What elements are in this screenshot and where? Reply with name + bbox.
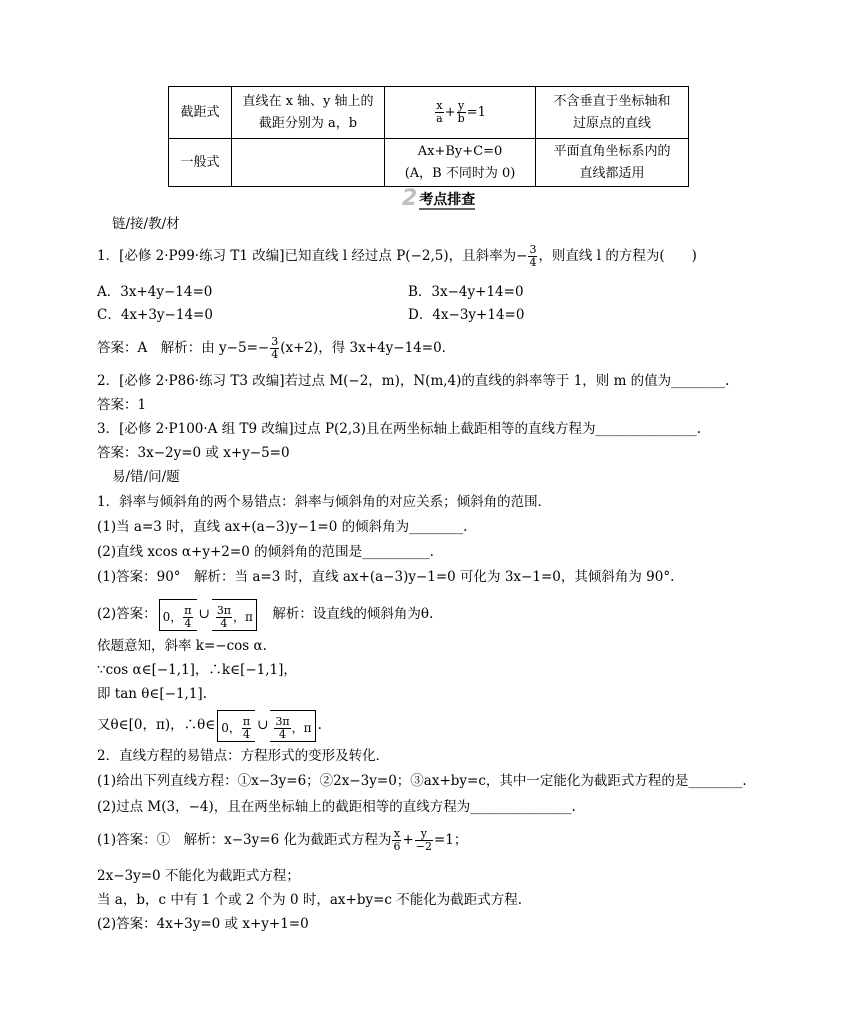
- option-d: D．4x−3y+14=0: [408, 307, 525, 323]
- equation-line: (A，B 不同时为 0): [404, 165, 516, 181]
- scope-line: 平面直角坐标系内的: [553, 143, 671, 159]
- paragraph: (2)直线 xcos α+y+2=0 的倾斜角的范围是__________.: [97, 544, 434, 560]
- condition-line: 截距分别为 a，b: [258, 115, 358, 131]
- paragraph: 又θ∈[0，π)，∴θ∈ 0， $\frac{\pi}{4}$ ∪ $\frac{3\pi}{4}$ ，π .: [97, 708, 322, 742]
- question-1: 1．[必修 2·P99·练习 T1 改编]已知直线 l 经过点 P(−2,5)，且斜率为− $\frac{3}{4}$ ，则直线 l 的方程为( ): [97, 243, 697, 269]
- form-name-cell: 一般式: [169, 139, 232, 187]
- answer-paragraph: (1)答案：① 解析：x−3y=6 化为截距式方程为 $\frac{x}{6}$ + $\frac{y}{-2}$ =1；: [97, 827, 468, 853]
- fraction: $\frac{x}{a}$: [436, 99, 443, 125]
- fraction: $\frac{\pi}{4}$: [184, 603, 192, 630]
- fraction: $\frac{\pi}{4}$: [242, 714, 251, 741]
- heading-number: 2: [402, 186, 418, 211]
- fraction: $\frac{y}{b}$: [457, 99, 465, 125]
- paragraph: ∵cos α∈[−1,1]，∴k∈[−1,1]，: [97, 662, 297, 678]
- answer-1: 答案：A 解析：由 y−5=− $\frac{3}{4}$ (x+2)，得 3x+4y−14=0.: [97, 335, 446, 361]
- interval-bracket: $\frac{3\pi}{4}$ ，π: [212, 599, 257, 631]
- interval-bracket: 0， $\frac{\pi}{4}$: [217, 710, 255, 742]
- condition-cell: [232, 87, 385, 139]
- paragraph: 2x−3y=0 不能化为截距式方程；: [97, 868, 300, 884]
- question-2: 2．[必修 2·P86·练习 T3 改编]若过点 M(−2，m)，N(m,4)的直线的斜率等于 1，则 m 的值为________.: [97, 373, 730, 389]
- interval-bracket: $\frac{3\pi}{4}$ ，π: [270, 710, 315, 742]
- section-heading: [402, 186, 475, 211]
- fraction: $\frac{3}{4}$: [271, 335, 279, 361]
- equation-cell: [385, 139, 536, 187]
- interval-bracket: 0， $\frac{\pi}{4}$: [159, 599, 197, 631]
- section-title: 易/错/问/题: [112, 469, 180, 485]
- section-title: 链/接/教/材: [112, 216, 180, 232]
- equation-cell: $\frac{x}{a}$ + $\frac{y}{b}$ =1: [385, 87, 536, 139]
- scope-cell: [536, 139, 689, 187]
- scope-line: 过原点的直线: [572, 115, 651, 131]
- paragraph: (1)给出下列直线方程：①x−3y=6；②2x−3y=0；③ax+by=c，其中一定能化为截距式方程的是________.: [97, 773, 747, 789]
- scope-line: 不含垂直于坐标轴和: [553, 93, 671, 109]
- equation-line: Ax+By+C=0: [417, 143, 503, 159]
- condition-cell: [232, 139, 385, 187]
- paragraph: 依题意知，斜率 k=−cos α.: [97, 638, 267, 654]
- answer-3: 答案：3x−2y=0 或 x+y−5=0: [97, 445, 290, 461]
- option-b: B．3x−4y+14=0: [408, 284, 524, 300]
- fraction: $\frac{y}{-2}$: [415, 827, 432, 853]
- paragraph: 当 a，b，c 中有 1 个或 2 个为 0 时，ax+by=c 不能化为截距式方程.: [97, 892, 523, 908]
- paragraph: (2)过点 M(3，−4)，且在两坐标轴上的截距相等的直线方程为_______________.: [97, 799, 576, 815]
- answer-paragraph: (1)答案：90° 解析：当 a=3 时，直线 ax+(a−3)y−1=0 可化为 3x−1=0，其倾斜角为 90°.: [97, 569, 675, 585]
- fraction: $\frac{3}{4}$: [529, 243, 537, 269]
- answer-2: 答案：1: [97, 397, 147, 413]
- scope-cell: [536, 87, 689, 139]
- line-equation-form-table: [168, 86, 689, 187]
- fraction: $\frac{3\pi}{4}$: [275, 714, 290, 741]
- condition-line: 直线在 x 轴、y 轴上的: [242, 93, 374, 109]
- scope-line: 直线都适用: [579, 165, 645, 181]
- table-row: [169, 139, 689, 187]
- form-name-cell: 截距式: [169, 87, 232, 139]
- paragraph: 即 tan θ∈[−1,1].: [97, 686, 207, 702]
- option-a: A．3x+4y−14=0: [97, 284, 213, 300]
- paragraph: 2．直线方程的易错点：方程形式的变形及转化．: [97, 748, 390, 764]
- paragraph: (1)当 a=3 时，直线 ax+(a−3)y−1=0 的倾斜角为________.: [97, 519, 468, 535]
- fraction: $\frac{x}{6}$: [393, 827, 401, 853]
- answer-paragraph: (2)答案：4x+3y=0 或 x+y+1=0: [97, 916, 309, 932]
- heading-title: 考点排查: [419, 191, 476, 208]
- question-3: 3．[必修 2·P100·A 组 T9 改编]过点 P(2,3)且在两坐标轴上截距相等的直线方程为_______________.: [97, 421, 702, 437]
- fraction: $\frac{3\pi}{4}$: [216, 603, 232, 630]
- option-c: C．4x+3y−14=0: [97, 307, 213, 323]
- paragraph: 1．斜率与倾斜角的两个易错点：斜率与倾斜角的对应关系；倾斜角的范围．: [97, 494, 552, 510]
- table-row: [169, 87, 689, 139]
- answer-paragraph: (2)答案： 0， $\frac{\pi}{4}$ ∪ $\frac{3\pi}{4}$ ，π 解析：设直线的倾斜角为θ.: [97, 597, 433, 631]
